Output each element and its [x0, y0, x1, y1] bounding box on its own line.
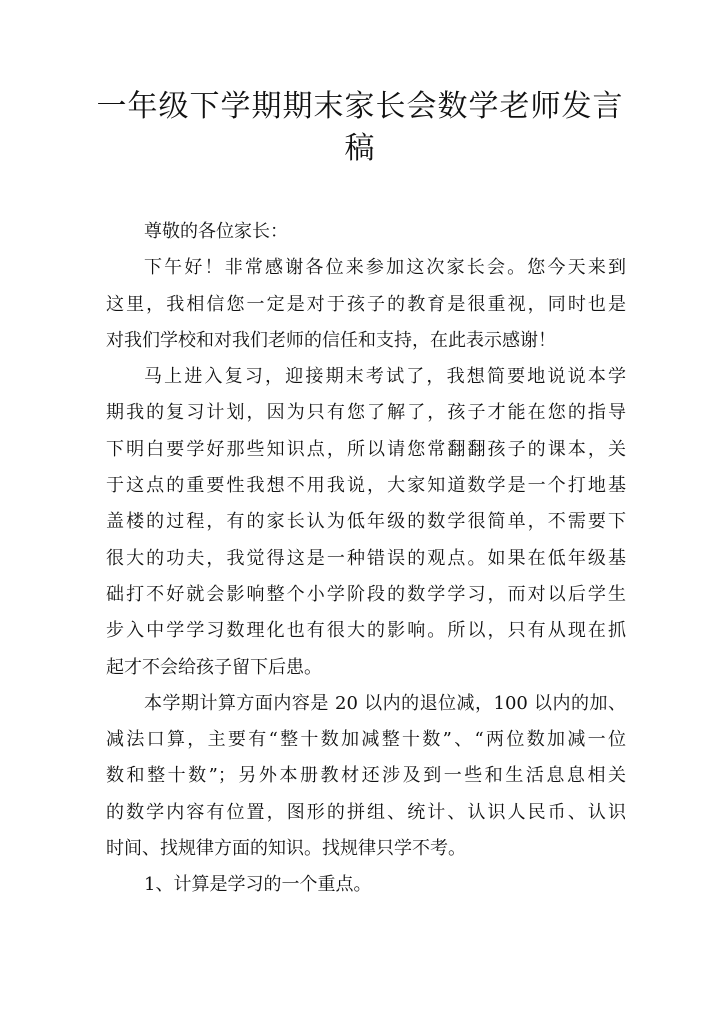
paragraph-line: 下午好！非常感谢各位来参加这次家长会。您今天来到 — [144, 257, 626, 279]
paragraph-line: 的数学内容有位置，图形的拼组、统计、认识人民币、认识 — [106, 801, 626, 823]
paragraph-line: 本学期计算方面内容是 20 以内的退位减，100 以内的加、 — [144, 692, 626, 714]
list-item-1: 1、计算是学习的一个重点。 — [144, 874, 372, 896]
paragraph-line: 期我的复习计划，因为只有您了解了，孩子才能在您的指导 — [106, 402, 626, 424]
title-line-2: 稿 — [344, 131, 376, 166]
paragraph-line: 于这点的重要性我想不用我说，大家知道数学是一个打地基 — [106, 475, 626, 497]
paragraph-line: 这里，我相信您一定是对于孩子的教育是很重视，同时也是 — [106, 293, 626, 315]
paragraph-1 — [106, 250, 626, 359]
document-body — [106, 214, 626, 904]
salutation: 尊敬的各位家长： — [144, 221, 288, 242]
title-line-1: 一年级下学期期末家长会数学老师发言 — [96, 89, 624, 124]
paragraph-3 — [106, 686, 626, 867]
paragraph-line: 盖楼的过程，有的家长认为低年级的数学很简单，不需要下 — [106, 511, 626, 533]
paragraph-line: 起才不会给孩子留下后患。 — [106, 656, 322, 678]
paragraph-line: 步入中学学习数理化也有很大的影响。所以，只有从现在抓 — [106, 620, 626, 642]
paragraph-line: 减法口算，主要有“整十数加减整十数”、“两位数加减一位 — [106, 729, 626, 751]
paragraph-line: 很大的功夫，我觉得这是一种错误的观点。如果在低年级基 — [106, 547, 626, 569]
paragraph-2 — [106, 359, 626, 686]
paragraph-line: 对我们学校和对我们老师的信任和支持，在此表示感谢！ — [106, 329, 556, 351]
paragraph-line: 马上进入复习，迎接期末考试了，我想简要地说说本学 — [144, 366, 626, 388]
paragraph-line: 数和整十数”；另外本册教材还涉及到一些和生活息息相关 — [106, 765, 626, 787]
paragraph-line: 下明白要学好那些知识点，所以请您常翻翻孩子的课本，关 — [106, 438, 626, 460]
document-title — [86, 86, 634, 170]
paragraph-line: 时间、找规律方面的知识。找规律只学不考。 — [106, 838, 466, 860]
paragraph-line: 础打不好就会影响整个小学阶段的数学学习，而对以后学生 — [106, 583, 626, 605]
